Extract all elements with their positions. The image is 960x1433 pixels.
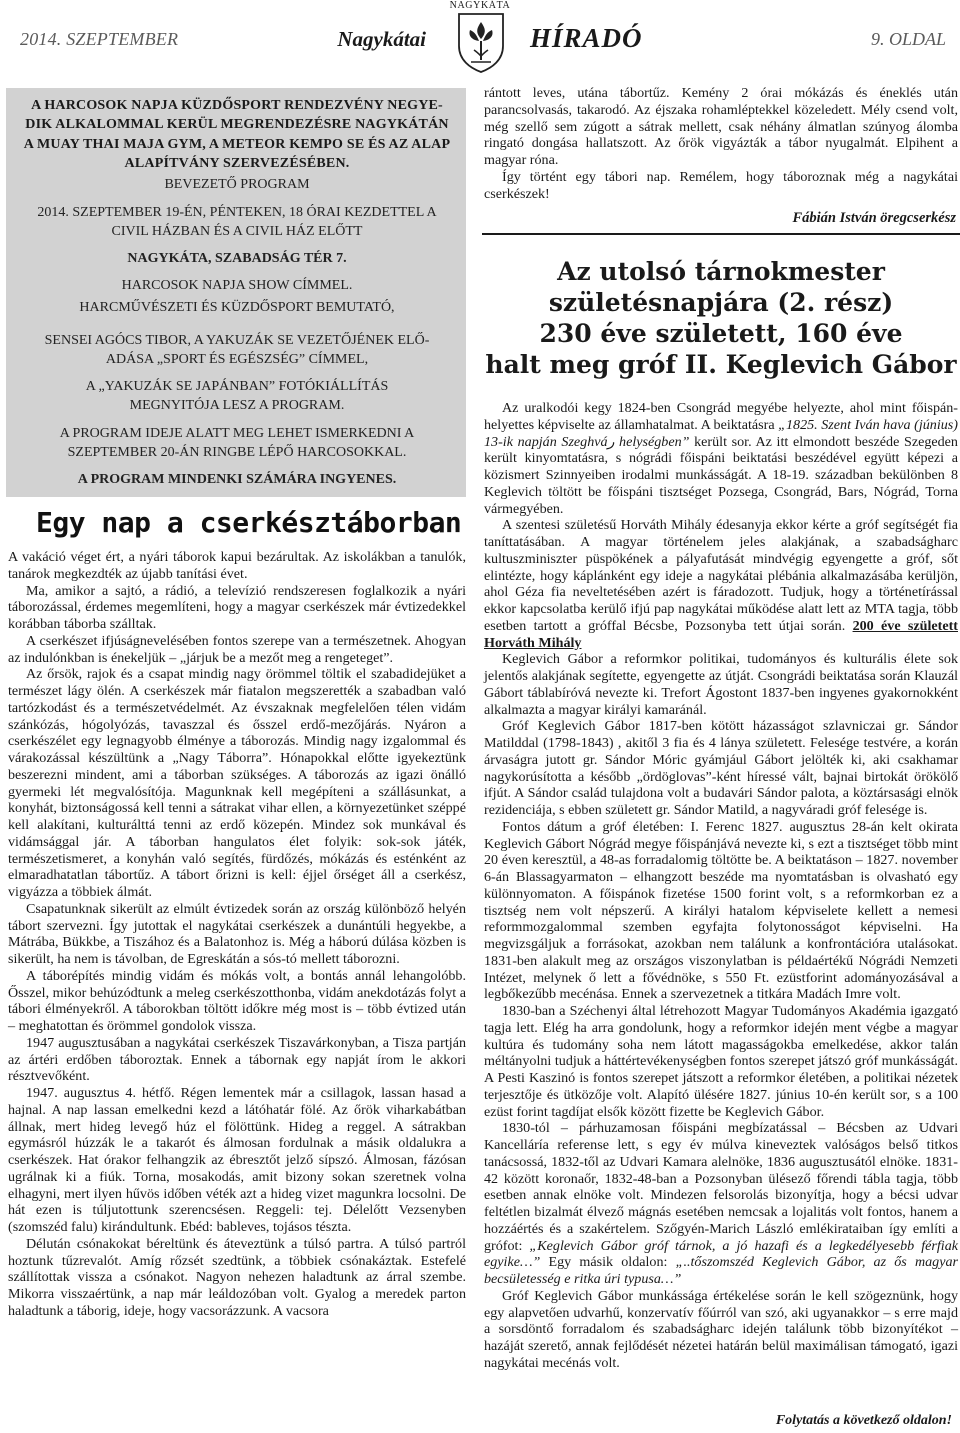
issue-date: 2014. SZEPTEMBER: [20, 29, 179, 49]
grof-title-line: Az utolsó tárnokmester: [557, 257, 885, 286]
column-divider: [482, 233, 960, 235]
grof-paragraph: Gróf Keglevich Gábor 1817-ben kötött házasságot szlavniczai gr. Sándor Matilddal (1798-1843) , akitől 3 fia és 4 lánya született. Felesége testvére, a korán árvaságra jutott gr. Sándor Móric gyámjául Gábort jelölték ki, aki csakhamar nagykorúsította a később „ördöglovas”-ként híressé vált, bajnai birtokát örökölő ifjút. A Sándor család tulajdona volt a budavári Sándor palota, a köztársasági elnök rezidenciája, s ebben született gr. Sándor Matild, a nagyváradi gróf felesége is.: [484, 718, 958, 818]
camp-paragraph: Délután csónakokat béreltünk és áteveztünk a túlsó partra. A túlsó partról hoztunk tűzrevalót. Amíg rőzsét szedtünk, a többiek csónakáztak. Estefelé szállítottak vissza a csónakot. Nagyon nehezen haladtunk az árral szembe. Mikorra visszaértünk, a nap már leáldozóban volt. Gyalog a meredek parton haladtunk a táborig, ideje, hogy vacsorázzunk. A vacsora: [8, 1235, 466, 1319]
grof-paragraph: [484, 400, 958, 517]
grof-text: A szentesi születésű Horváth Mihály édesanyja ekkor kérte a gróf segítségét fia taníttatásában. A magyar történelem jeles alakjának, a szabadságharc kultuszminiszter püspökének a pályafutását mindvégig egyengette a gróf, sőt elintézte, hogy káplánként egy ideje a nagykátai plébánia alkalmazásába kerüljön, ahol Géza fia neveltetésében azért is fáradozott. Tudjuk, hogy a történetírással ekkor kapcsolatba kerülő ifjú pap nagykátai működése alatt lett az MTA tagja, több esetben tartott a gróffal Bécsbe, Pozsonyba tett útjai során.: [484, 517, 958, 634]
grof-quote: „1825. Szent Iván hava (június) 13-ik napján Szeghváر helységben”: [484, 416, 958, 450]
grof-paragraph: 1830-ban a Széchenyi által létrehozott Magyar Tudományos Akadémia igazgató tagja lett. Elég ha arra gondolunk, hogy a reformkor idején ment végbe a magyar kultúra és tudomány soha nem látott magasságokba emelkedése, akkor talán méltányolni tudjuk a háttértevékenységben fontos szerepet játszó gróf munkásságát. A Pesti Kaszinó is fontos szerepet játszott a reformkor életében, a politikai nézetek terjesztője és ütközője volt. Alapító ülésére 1827. június 10-én került sor, s a 100 ezüst forint tagdíjat elsők között fizette be Keglevich Gábor.: [484, 1003, 958, 1120]
paper-title: HÍRADÓ: [530, 23, 643, 53]
grof-paragraph: [484, 1120, 958, 1288]
camp-paragraph: Ma, amikor a sajtó, a rádió, a televízió rendszeresen foglalkozik a nyári táborozással, érdemes megemlíteni, hogy a magyar cserkészek már évtizedekkel korábban táborba szálltak.: [8, 582, 466, 632]
grof-title-line: halt meg gróf II. Keglevich Gábor: [485, 350, 957, 379]
camp-paragraph: A cserkészet ifjúságnevelésében fontos szerepe van a természetnek. Ahogyan az indulónkban is énekeljük – „járjuk be a mezőt meg a rengeteget”.: [8, 632, 466, 666]
camp-continuation-paragraph: Így történt egy tábori nap. Remélem, hogy táboroznak még a nagykátai cserkészek!: [484, 168, 958, 202]
page-header: [0, 0, 960, 80]
event-intro: BEVEZETŐ PROGRAM: [164, 177, 310, 192]
grof-article-body: [484, 400, 958, 1372]
grof-text: Egy másik oldalon:: [540, 1254, 676, 1271]
grof-paragraph: Keglevich Gábor a reformkor politikai, tudományos és kulturális élete sok jelentős alakjának segítette, egyengette az útját. Csongrádi beiktatása során Klauzál Gábort táblabíróvá nevezte ki. Trefort Ágostont 1837-ben ingyenes gyakornokként alkalmazta a magyar királyi kamaránál.: [484, 651, 958, 718]
event-lecture-line-1: SENSEI AGÓCS TIBOR, A YAKUZÁK SE VEZETŐJÉNEK ELŐ-: [44, 333, 430, 348]
camp-paragraph: Csapatunknak sikerült az elmúlt évtizedek során az ország különböző helyén tábort szervezni. Így jutottak el nagykátai cserkészek a dunántúli hegyekbe, a Mátrába, Bükkbe, a Tiszához és a Balatonhoz is. Még a háború dúlása közben is sikerült, ha nem is távolban, de Egreskátán a sós-tó mellett táborozni.: [8, 900, 466, 967]
grof-text: 1830-tól – párhuzamosan főispáni megbízatással – Bécsben az Udvari Kancelláría referense lett, s egy év múlva kineveztek valóságos belső titkos tanácsossá, 1832-től az Udvari Kamara alelnöke, 1836 augusztusától elnöke. 1831-42 között koronaőr, 1832-48-ban a Pozsonyban ülésező főrendi tábla tagja, több esetben annak elnöke volt. Mindezen felsorolás bizonyítja, hogy a bécsi udvar feltétlen bizalmát élvező mágnás esetében nemcsak a lojalitás volt fontos, hanem a hozzáértés és a szakértelem. Szőgyén-Marich László emlékirataiban így említi a grófot:: [484, 1120, 958, 1254]
grof-text: került sor. Az itt elmondott beszéde Szegeden került kinyomtatásra, s nógrádi főispáni beiktatási beszédével együtt képezi a közismert Szinnyeiben irodalmi munkásságát. A 18-19. században bekülönben 8 Keglevich töltött be főispáni tisztséget Pozsega, Csongrád, Bars, Nógrád, Torna vármegyében.: [484, 433, 958, 517]
event-title-line: A MUAY THAI MAJA GYM, A METEOR KEMPO SE ÉS AZ ALAP: [23, 136, 451, 152]
town-crest-icon: [456, 12, 506, 74]
event-title-line: DIK ALKALOMMAL KERÜL MEGRENDEZÉSRE NAGYKÁTÁN: [25, 117, 449, 133]
camp-paragraph: 1947 augusztusában a nagykátai cserkészek Tiszavárkonyban, a Tisza partján az ártéri erdőben táboroztak. Ennek a tábornak egy napját írom le akkori résztvevőként.: [8, 1034, 466, 1085]
grof-paragraph: Gróf Keglevich Gábor munkássága értékelése során le kell szögeznünk, hogy egy alapvetően udvarhű, konzervatív főúrról van szó, aki ugyanakkor – s erre majd a sorsdöntő forradalom és szabadságharc idején találunk több bizonyítékot – hazáját szerető, annak fejlődését nézetei határán belül maximálisan támogató, igazi nagykátai mecénás volt.: [484, 1287, 958, 1371]
page-number: 9. OLDAL: [870, 29, 946, 49]
event-when-line-1: 2014. SZEPTEMBER 19-ÉN, PÉNTEKEN, 18 ÓRAI KEZDETTEL A: [37, 205, 437, 220]
event-meet-line-2: SZEPTEMBER 20-ÁN RINGBE LÉPŐ HARCOSOKKAL.: [67, 445, 407, 460]
event-when-line-2: CIVIL HÁZBAN ÉS A CIVIL HÁZ ELŐTT: [111, 224, 363, 239]
camp-article-body: [8, 549, 466, 1320]
event-show: HARCOSOK NAPJA SHOW CÍMMEL.: [121, 278, 353, 293]
event-place: NAGYKÁTA, SZABADSÁG TÉR 7.: [127, 251, 347, 266]
grof-title-line: születésnapjára (2. rész): [548, 288, 894, 317]
grof-text: Az uralkodói kegy 1824-ben Csongrád megyébe helyezte, ahol mint főispán-helyettes képviselte az államhatalmat. A beiktatásra: [484, 400, 958, 433]
camp-article-title: Egy nap a cserkésztáborban: [36, 506, 462, 539]
event-exhibit-line-2: MEGNYITÓJA LESZ A PROGRAM.: [129, 398, 345, 413]
camp-paragraph: A vakáció véget ért, a nyári táborok kapui bezárultak. Az iskolákban a tanulók, tanárok megkezdték az újabb tanítási évet.: [8, 549, 466, 582]
event-title-line: ALAPÍTVÁNY SZERVEZÉSÉBEN.: [124, 155, 350, 171]
camp-article-signature: Fábián István öregcserkész: [792, 210, 956, 226]
horvath-mihaly-link[interactable]: 200 éve született Horváth Mihály: [484, 617, 958, 651]
crest-label: NAGYKÁTA: [449, 0, 511, 11]
event-exhibit-line-1: A „YAKUZÁK SE JAPÁNBAN” FOTÓKIÁLLÍTÁS: [85, 379, 389, 394]
event-meet-line-1: A PROGRAM IDEJE ALATT MEG LEHET ISMERKEDNI A: [59, 426, 415, 441]
grof-paragraph: [484, 517, 958, 651]
grof-article-title: [484, 256, 958, 380]
event-lecture-line-2: ADÁSA „SPORT ÉS EGÉSZSÉG” CÍMMEL,: [105, 352, 369, 367]
header-right-band: [508, 17, 960, 59]
event-announcement-title: [18, 96, 456, 173]
camp-paragraph: Az őrsök, rajok és a csapat mindig nagy örömmel töltik el szabadidejüket a természet lágy ölén. A cserkészek már fiatalon megszerették a szabadban való tartózkodást és a természetvédelmét. Az évszaknak megfelelően télen vidám szánkózás, hógolyózás, tavaszzal és ősszel erdő-mezőjárás. Nyáron a cserkészélet egy legnagyobb élménye a táborozás. Mindig nagy izgalommal és várakozással készültünk a „Nagy Táborra”. Hónapokkal előtte igyekeztünk beszerezni mindent, ami a táborban szükséges. A táborozás az igazi önálló gyermeki lét megvalósítója. Magunknak kell megépíteni a szállásunkat, a konyhát, biztonságossá kell tenni a sátrakat vihar ellen, a környezetünket széppé kell alakítani, kulturálttá tenni az erdő közepén. Mindez sok munkával és vidámsággal jár. A táborban hangulatos élet folyik: sok-sok játék, természetismeret, a konyhán való segítés, fürdőzés, mókázás és esténként az elmaradhatatlan tábortűz. A tábort őrizni is kell: éjjel őrséget áll a cserkész, vigyázza a többiek álmát.: [8, 666, 466, 900]
grof-paragraph: Fontos dátum a gróf életében: I. Ferenc 1827. augusztus 28-án kelt okirata Keglevich Gábort Nógrád megye főispánjává nevezte ki, s ezt a tisztséget több mint 20 éven keresztül, a 48-as forradalomig töltötte be. A beiktatáson – 1827. november 6-án Blassagyarmaton – elhangzott beszéde ma nyomtatásban is olvasható egy különnyomaton. A főispánok fizetése 1500 forint volt, s a reformkorban ez a tisztség nem volt népszerű. A királyi hatalom képviselete kellett a nemesi reformmozgalommal szemben egyfajta folytonosságot képviselni. Ha megvizsgáljuk a forrásokat, azokban nem találunk a konfrontációra utalásokat. 1831-ben alakult meg az országos viszonylatban is példaértékű Nógrádi Nemzeti Intézet, melynek ő lett a fővédnöke, s 550 Ft. ezüstforint adományozásával a legbőkezűbb mecénása. Ennek a szervezetnek a titkára Madách Imre volt.: [484, 818, 958, 1003]
grof-quote: „Keglevich Gábor gróf tárnok, a jó hazafi és a legkedélyesebb férfiak egyike…”: [484, 1237, 958, 1271]
grof-quote: „..tőszomszéd Keglevich Gábor, az ős magyar becsületesség e ritka úri typusa…”: [484, 1254, 959, 1287]
camp-article-continuation: [484, 85, 958, 202]
camp-paragraph: A táborépítés mindig vidám és mókás volt, a bontás annál lehangolóbb. Ősszel, mikor behúzódtunk a meleg cserkészotthonba, vidám anekdotázás folyt a tábori élményekről. A táborokban töltött időkre még most is – több évtized után – meghatottan és örömmel gondolok vissza.: [8, 967, 466, 1034]
event-free: A PROGRAM MINDENKI SZÁMÁRA INGYENES.: [77, 472, 397, 487]
continued-note: Folytatás a következő oldalon!: [775, 1413, 952, 1428]
grof-title-line: 230 éve született, 160 éve: [539, 319, 903, 348]
header-left-band: [14, 17, 450, 59]
camp-continuation-paragraph: rántott leves, utána tábortűz. Kemény 2 órai mókázás és éneklés után parancsolvasás, takarodó. Az éjszaka rohamléptekkel közeledett. Mély csend volt, még szellő sem zúgott a sátrak mellett, csak néhány álmatlan szúnyog álomba ringató dongása hallatszott. Az őrök vigyázták a tábor nyugalmát. Elpihent a magyar róna.: [484, 85, 958, 168]
event-title-line: A HARCOSOK NAPJA KÜZDŐSPORT RENDEZVÉNY NEGYE-: [31, 98, 443, 113]
event-demo: HARCMŰVÉSZETI ÉS KÜZDŐSPORT BEMUTATÓ,: [79, 300, 395, 315]
camp-paragraph: 1947. augusztus 4. hétfő. Régen lementek már a csillagok, lassan hasad a hajnal. A nap lassan emelkedni kezd a látóhatár fölé. Az őrök viharkabátban állnak, mert hideg levegő húz el fölöttünk. Hideg a reggel. A sátrakban egymásról húzzák le a takarót és álmosan fordulnak a másik oldalukra a cserkészek. Hat órakor felhangzik az ébresztőt jelző sípszó. Álmosan, fázósan ugrálnak ki a fiúk. Torna, mosakodás, amit bizony sokan szeretnek volna elhagyni, mert ilyen hűvös időben véték azt a hideg vizet magunkra locsolni. De hát ezen is túljutottunk szerencsésen. Reggeli: tej. Délelőtt Vezsenyben (szomszéd falu) kirándultunk. Ebéd: bableves, tojásos tészta.: [8, 1085, 466, 1235]
paper-town: Nagykátai: [337, 27, 426, 51]
